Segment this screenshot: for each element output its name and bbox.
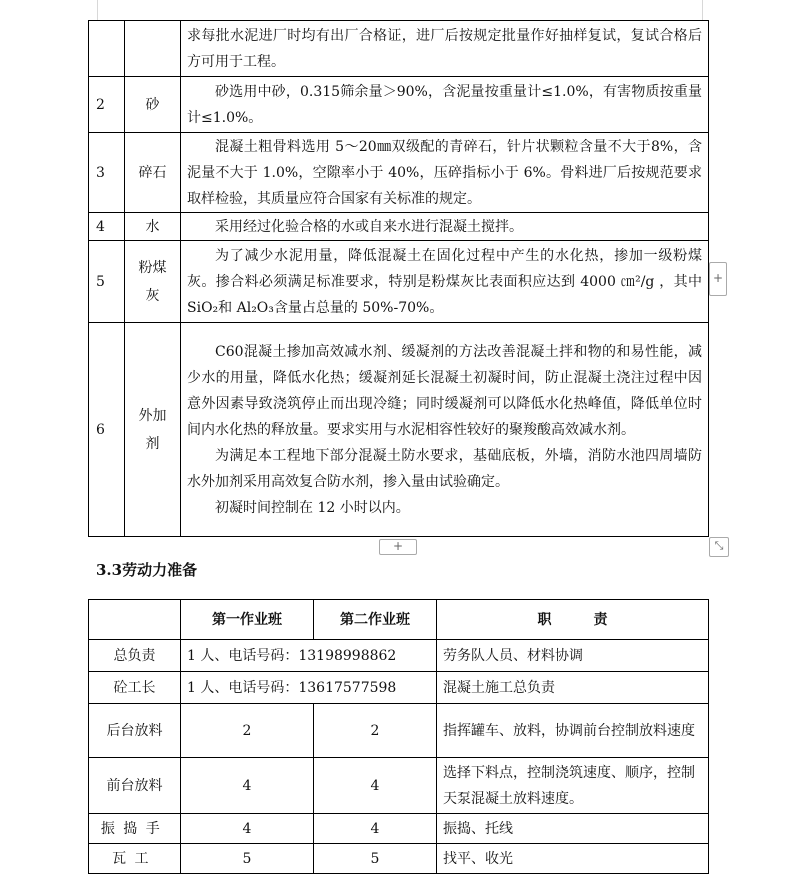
description-paragraph: 为满足本工程地下部分混凝土防水要求，基础底板，外墙，消防水池四周墙防水外加剂采用高效复合防水剂，掺入量由试验确定。 xyxy=(187,447,702,490)
add-row-handle[interactable]: + xyxy=(379,539,417,555)
material-name: 碎石 xyxy=(125,133,181,213)
role-cell: 后台放料 xyxy=(89,704,181,758)
role-cell: 瓦工 xyxy=(89,844,181,874)
row-number: 6 xyxy=(89,323,125,537)
description-paragraph: C60混凝土掺加高效减水剂、缓凝剂的方法改善混凝土拌和物的和易性能，减少水的用量，降低水化热；缓凝剂延长混凝土初凝时间，防止混凝土浇注过程中因意外因素导致浇筑停止而出现冷缝；同时缓凝剂可以降低水化热峰值，降低单位时间内水化热的释放量。要求实用与水泥相容性较好的聚羧酸高效减水剂。 xyxy=(187,343,702,438)
row-number: 4 xyxy=(89,213,125,241)
material-description xyxy=(181,133,709,213)
header-duty: 职 责 xyxy=(437,600,709,640)
material-name: 粉煤灰 xyxy=(138,259,167,304)
table-row xyxy=(89,323,709,537)
material-description xyxy=(181,241,709,323)
add-column-handle[interactable]: + xyxy=(709,262,727,296)
role-cell: 前台放料 xyxy=(89,758,181,814)
table-row xyxy=(89,77,709,133)
material-name xyxy=(125,21,181,77)
table-row xyxy=(89,704,709,758)
role-cell: 砼工长 xyxy=(89,672,181,704)
description-paragraph: 混凝土粗骨料选用 5～20㎜双级配的青碎石，针片状颗粒含量不大于8%，含泥量不大于 1.0%，空隙率小于 40%，压碎指标小于 6%。骨料进厂后按规范要求取样检验，其质量应符合国家有关标准的规定。 xyxy=(187,138,702,207)
duty-cell: 选择下料点，控制浇筑速度、顺序，控制天泵混凝土放料速度。 xyxy=(437,758,709,814)
duty-cell: 找平、收光 xyxy=(437,844,709,874)
table-header-row xyxy=(89,600,709,640)
table-row xyxy=(89,21,709,77)
material-name: 砂 xyxy=(125,77,181,133)
team2-count: 4 xyxy=(314,814,437,844)
material-name-cell xyxy=(125,241,181,323)
header-cell-empty xyxy=(89,600,181,640)
table-row xyxy=(89,814,709,844)
page-boundary xyxy=(97,0,703,21)
table-resize-handle[interactable]: ⤡ xyxy=(709,537,729,557)
role-cell: 总负责 xyxy=(89,640,181,672)
row-number xyxy=(89,21,125,77)
role-cell: 振捣手 xyxy=(89,814,181,844)
table-row xyxy=(89,844,709,874)
material-description xyxy=(181,323,709,537)
header-team-1: 第一作业班 xyxy=(181,600,314,640)
table-row xyxy=(89,241,709,323)
description-paragraph: 采用经过化验合格的水或自来水进行混凝土搅拌。 xyxy=(215,218,523,235)
team2-count: 5 xyxy=(314,844,437,874)
material-name-cell xyxy=(125,323,181,537)
materials-table xyxy=(88,20,709,537)
table-row xyxy=(89,640,709,672)
row-number: 5 xyxy=(89,241,125,323)
table-row xyxy=(89,672,709,704)
section-heading: 3.3劳动力准备 xyxy=(96,561,198,579)
header-team-2: 第二作业班 xyxy=(314,600,437,640)
team1-count: 4 xyxy=(181,758,314,814)
row-number: 3 xyxy=(89,133,125,213)
team1-count: 2 xyxy=(181,704,314,758)
team1-count: 5 xyxy=(181,844,314,874)
duty-cell: 指挥罐车、放料，协调前台控制放料速度 xyxy=(437,704,709,758)
table-row xyxy=(89,213,709,241)
labor-table xyxy=(88,599,709,874)
duty-cell: 劳务队人员、材料协调 xyxy=(437,640,709,672)
table-row xyxy=(89,758,709,814)
description-paragraph: 砂选用中砂，0.315筛余量＞90%，含泥量按重量计≤1.0%，有害物质按重量计≤1.0%。 xyxy=(187,83,702,126)
team2-count: 4 xyxy=(314,758,437,814)
row-number: 2 xyxy=(89,77,125,133)
material-name: 水 xyxy=(125,213,181,241)
team1-count: 4 xyxy=(181,814,314,844)
team2-count: 2 xyxy=(314,704,437,758)
contact-cell: 1 人、电话号码：13198998862 xyxy=(181,640,437,672)
material-name: 外加剂 xyxy=(138,407,167,452)
material-description xyxy=(181,77,709,133)
table-row xyxy=(89,133,709,213)
description-paragraph: 初凝时间控制在 12 小时以内。 xyxy=(215,499,410,516)
duty-cell: 振捣、托线 xyxy=(437,814,709,844)
description-paragraph: 求每批水泥进厂时均有出厂合格证，进厂后按规定批量作好抽样复试，复试合格后方可用于工程。 xyxy=(187,27,702,70)
duty-cell: 混凝土施工总负责 xyxy=(437,672,709,704)
contact-cell: 1 人、电话号码：13617577598 xyxy=(181,672,437,704)
material-description xyxy=(181,213,709,241)
description-paragraph: 为了减少水泥用量，降低混凝土在固化过程中产生的水化热，掺加一级粉煤灰。掺合料必须满足标准要求，特别是粉煤灰比表面积应达到 4000 ㎝²/g ，其中 SiO₂和 Al₂O₃含量占总量的 50%-70%。 xyxy=(187,247,702,316)
material-description xyxy=(181,21,709,77)
